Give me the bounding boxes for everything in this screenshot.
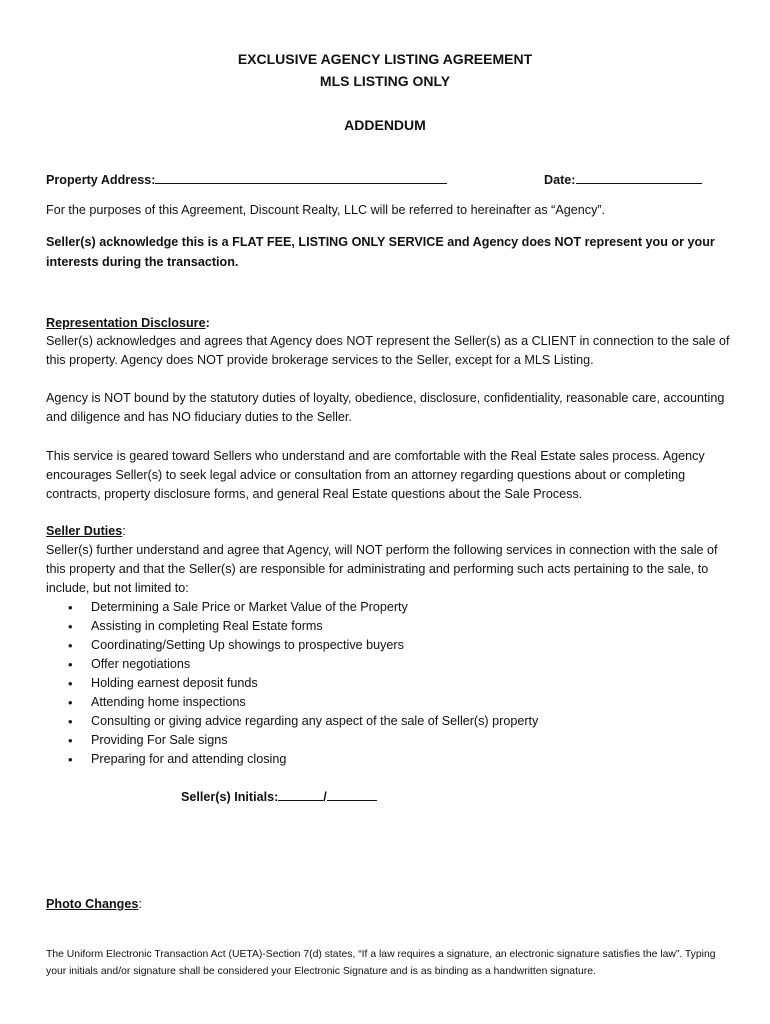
date-row — [544, 171, 702, 189]
list-item: • Attending home inspections — [66, 693, 538, 712]
property-address-field[interactable] — [155, 171, 447, 184]
representation-para-2: Agency is NOT bound by the statutory duties of loyalty, obedience, disclosure, confidentiality, reasonable care, accounting and diligence and has NO fiduciary duties to the Seller. — [46, 391, 725, 424]
seller-initials-row — [181, 788, 377, 806]
date-field[interactable] — [576, 171, 702, 184]
list-item: • Coordinating/Setting Up showings to prospective buyers — [66, 636, 538, 655]
seller-duties-heading-text: Seller Duties — [46, 524, 123, 538]
property-address-row — [46, 171, 447, 189]
seller-initials-label: Seller(s) Initials: — [181, 790, 279, 804]
seller-initials-field-1[interactable] — [278, 788, 323, 801]
list-item: • Offer negotiations — [66, 655, 538, 674]
seller-duties-heading — [46, 522, 126, 540]
representation-heading — [46, 314, 210, 332]
list-item: • Assisting in completing Real Estate forms — [66, 617, 538, 636]
seller-duties-heading-colon: : — [122, 524, 126, 538]
representation-para-3: This service is geared toward Sellers who understand and are comfortable with the Real Estate sales process. Agency encourages Seller(s) to seek legal advice or consultation from an attorney regarding questions about or completing contracts, property disclosure forms, and general Real Estate questions about the Sale Process. — [46, 449, 705, 501]
flat-fee-notice: Seller(s) acknowledge this is a FLAT FEE, LISTING ONLY SERVICE and Agency does NOT represent you or your interests during the transaction. — [46, 235, 715, 269]
list-item: • Determining a Sale Price or Market Value of the Property — [66, 598, 538, 617]
document-subtitle: MLS LISTING ONLY — [319, 73, 451, 89]
initials-separator: / — [323, 790, 327, 804]
representation-heading-colon: : — [205, 316, 210, 330]
addendum-heading: ADDENDUM — [344, 117, 426, 133]
list-item: • Preparing for and attending closing — [66, 750, 538, 769]
list-item: • Consulting or giving advice regarding any aspect of the sale of Seller(s) property — [66, 712, 538, 731]
list-item: • Providing For Sale signs — [66, 731, 538, 750]
list-item: • Holding earnest deposit funds — [66, 674, 538, 693]
seller-initials-field-2[interactable] — [327, 788, 377, 801]
representation-para-1: Seller(s) acknowledges and agrees that Agency does NOT represent the Seller(s) as a CLIENT in connection to the sale of this property. Agency does NOT provide brokerage services to the Seller, except for a MLS Listing. — [46, 334, 730, 367]
property-address-label: Property Address: — [46, 173, 156, 187]
purposes-statement: For the purposes of this Agreement, Discount Realty, LLC will be referred to hereinafter as “Agency”. — [46, 203, 606, 217]
photo-changes-heading — [46, 895, 142, 913]
photo-changes-heading-text: Photo Changes — [46, 897, 139, 911]
representation-heading-text: Representation Disclosure — [46, 316, 206, 330]
document-title: EXCLUSIVE AGENCY LISTING AGREEMENT — [237, 51, 533, 67]
ueta-footer-note: The Uniform Electronic Transaction Act (UETA)-Section 7(d) states, “If a law requires a signature, an electronic signature satisfies the law”. Typing your initials and/or signature shall be considered your Electronic Signature and is as binding as a handwritten signature. — [46, 949, 716, 977]
photo-changes-heading-colon: : — [138, 897, 142, 911]
seller-duties-intro: Seller(s) further understand and agree that Agency, will NOT perform the following services in connection with the sale of this property and that the Seller(s) are responsible for administrating and performing such acts pertaining to the sale, to include, but not limited to: — [46, 543, 718, 595]
seller-duties-list — [66, 598, 538, 769]
date-label: Date: — [544, 173, 576, 187]
